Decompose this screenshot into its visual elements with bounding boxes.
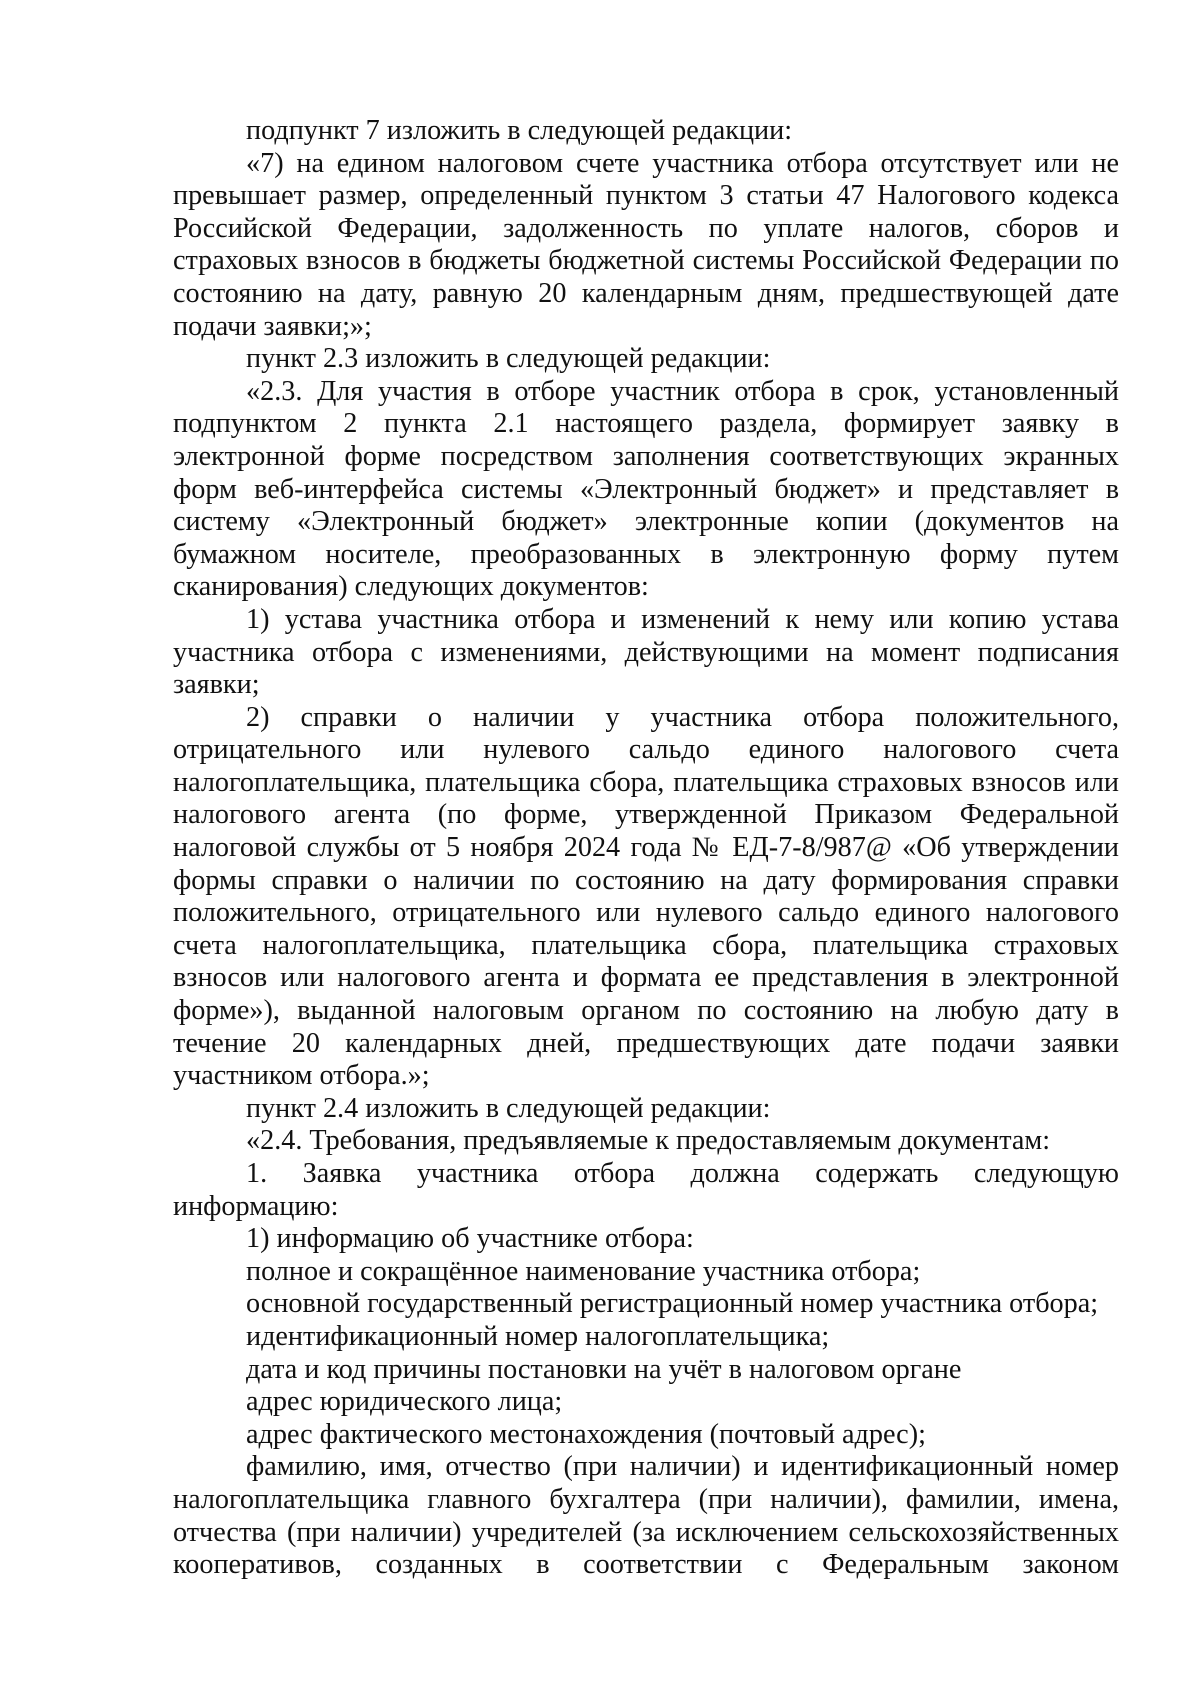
paragraph-point-2-3-intro: пункт 2.3 изложить в следующей редакции: [246, 343, 771, 375]
paragraph-participant-info: 1) информацию об участнике отбора: [246, 1223, 694, 1255]
paragraph-postal-address: адрес фактического местонахождения (почтовый адрес); [246, 1418, 926, 1450]
paragraph-full-name: полное и сокращённое наименование участника отбора; [246, 1255, 921, 1287]
paragraph-accountant-founders: фамилию, имя, отчество (при наличии) и идентификационный номер налогоплательщика главного бухгалтера (при наличии), фамилии, имена, отчества (при наличии) учредителей (за исключением сельскохозяйственных кооперативов, созданных в соответствии с Федеральным законом [173, 1451, 1119, 1581]
paragraph-point-2-4-intro: пункт 2.4 изложить в следующей редакции: [246, 1092, 771, 1124]
paragraph-list-item-2-certificate: 2) справки о наличии у участника отбора положительного, отрицательного или нулевого сальдо единого налогового счета налогоплательщика, плательщика сбора, плательщика страховых взносов или налогового агента (по форме, утвержденной Приказом Федеральной налоговой службы от 5 ноября 2024 года № ЕД-7-8/987@ «Об утверждении формы справки о наличии по состоянию на дату формирования справки положительного, отрицательного или нулевого сальдо единого налогового счета налогоплательщика, плательщика сбора, плательщика страховых взносов или налогового агента и формата ее представления в электронной форме»), выданной налоговым органом по состоянию на любую дату в течение 20 календарных дней, предшествующих дате подачи заявки участником отбора.»; [173, 701, 1119, 1092]
paragraph-list-item-1-charter: 1) устава участника отбора и изменений к нему или копию устава участника отбора с изменениями, действующими на момент подписания заявки; [173, 603, 1119, 701]
paragraph-legal-address: адрес юридического лица; [246, 1386, 563, 1418]
paragraph-application-requirements: 1. Заявка участника отбора должна содержать следующую информацию: [173, 1158, 1119, 1222]
paragraph-ogrn: основной государственный регистрационный номер участника отбора; [246, 1288, 1099, 1320]
paragraph-inn: идентификационный номер налогоплательщика; [246, 1320, 830, 1352]
paragraph-point-2-3-text: «2.3. Для участия в отборе участник отбора в срок, установленный подпунктом 2 пункта 2.1 настоящего раздела, формирует заявку в электронной форме посредством заполнения соответствующих экранных форм веб-интерфейса системы «Электронный бюджет» и представляет в систему «Электронный бюджет» электронные копии (документов на бумажном носителе, преобразованных в электронную форму путем сканирования) следующих документов: [173, 375, 1119, 603]
paragraph-subpoint-7-intro: подпункт 7 изложить в следующей редакции: [246, 115, 793, 146]
paragraph-kpp-date: дата и код причины постановки на учёт в налоговом органе [246, 1353, 962, 1385]
document-body [173, 115, 1119, 1582]
paragraph-subpoint-7-text: «7) на едином налоговом счете участника отбора отсутствует или не превышает размер, определенный пунктом 3 статьи 47 Налогового кодекса Российской Федерации, задолженность по уплате налогов, сборов и страховых взносов в бюджеты бюджетной системы Российской Федерации по состоянию на дату, равную 20 календарным дням, предшествующей дате подачи заявки;»; [173, 147, 1119, 342]
paragraph-point-2-4-title: «2.4. Требования, предъявляемые к предоставляемым документам: [246, 1125, 1051, 1157]
